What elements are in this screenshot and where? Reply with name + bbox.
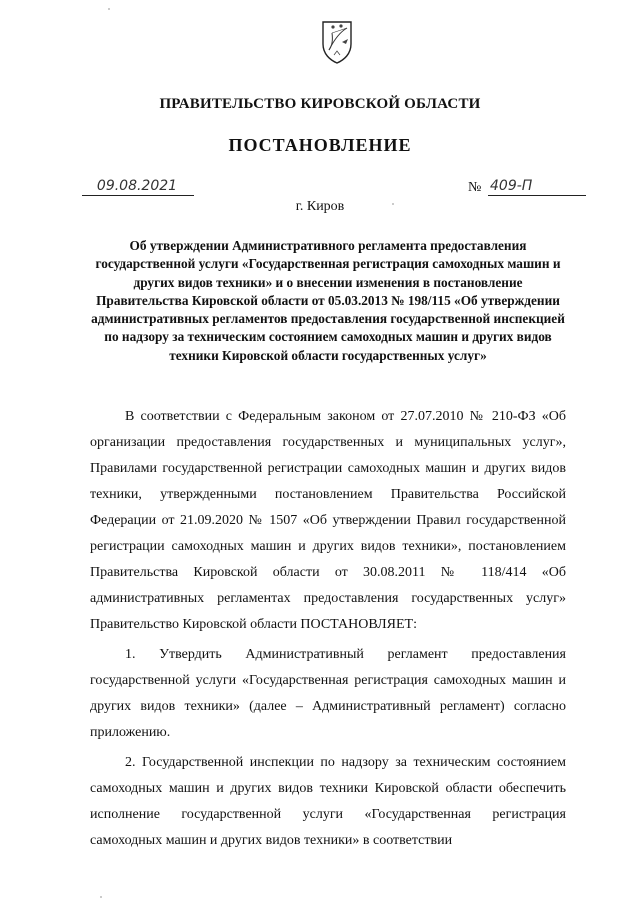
organization-name: ПРАВИТЕЛЬСТВО КИРОВСКОЙ ОБЛАСТИ [159, 96, 481, 112]
number-underline [488, 195, 586, 196]
scan-speck [100, 896, 102, 898]
item-2-paragraph: 2. Государственной инспекции по надзору за техническим состоянием самоходных машин и других видов техники Кировской области обеспечить исполнение государственной услуги «Государственная регистрация самоходных машин и других видов техники» в соответствии [90, 755, 566, 848]
preamble-paragraph: В соответствии с Федеральным законом от 27.07.2010 № 210-ФЗ «Об организации предоставления государственных и муниципальных услуг», Правилами государственной регистрации самоходных машин и других видов техники, утвержденными постановлением Правительства Российской Федерации от 21.09.2020 № 1507 «Об утверждении Правил государственной регистрации самоходных машин и других видов техники», постановлением Правительства Кировской области от 30.08.2011 № 118/414 «Об административных регламентах предоставления государственных услуг» Правительство Кировской области ПОСТАНОВЛЯЕТ: [90, 409, 566, 632]
coat-of-arms-icon [320, 20, 354, 64]
coat-of-arms-shield [320, 20, 354, 64]
scan-speck [108, 8, 110, 10]
date-underline [82, 195, 194, 196]
item-1-paragraph: 1. Утвердить Административный регламент предоставления государственной услуги «Государственная регистрация самоходных машин и других видов техники» (далее – Административный регламент) согласно приложению. [90, 647, 566, 740]
document-type: ПОСТАНОВЛЕНИЕ [228, 135, 412, 155]
document-date: 09.08.2021 [96, 178, 178, 194]
city: г. Киров [295, 199, 345, 214]
document-body [90, 404, 566, 854]
document-title: Об утверждении Административного регламента предоставления государственной услуги «Государственная регистрация самоходных машин и других видов техники» и о внесении изменения в постановление Правительства Кировской области от 05.03.2013 № 198/115 «Об утверждении административных регламентов предоставления государственной инспекцией по надзору за техническим состоянием самоходных машин и других видов техники Кировской области государственных услуг» [91, 238, 565, 363]
number-sign: № [468, 180, 482, 195]
document-number: 409-П [490, 178, 533, 194]
scan-speck [392, 203, 394, 205]
